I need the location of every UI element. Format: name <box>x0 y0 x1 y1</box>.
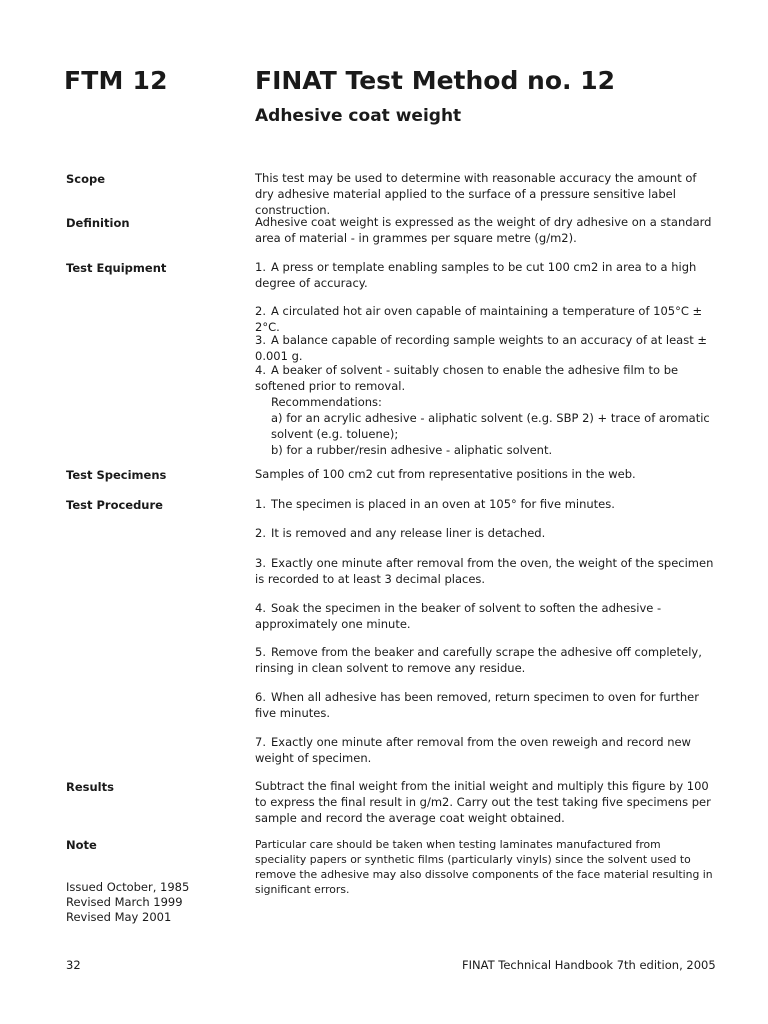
scope-label: Scope <box>66 172 106 186</box>
note-label: Note <box>66 838 97 852</box>
procedure-item: 3. Exactly one minute after removal from the oven, the weight of the specimen is recorded to at least 3 decimal places. <box>255 556 714 586</box>
equipment-item: 2. A circulated hot air oven capable of maintaining a temperature of 105°C ± 2°C. <box>255 304 703 334</box>
procedure-item: 5. Remove from the beaker and carefully scrape the adhesive off completely, rinsing in clean solvent to remove any residue. <box>255 645 702 675</box>
procedure-item: 4. Soak the specimen in the beaker of solvent to soften the adhesive - approximately one minute. <box>255 601 662 631</box>
equipment-item: 4. A beaker of solvent - suitably chosen to enable the adhesive film to be softened prior to removal. Recommendations: a) for an acrylic adhesive - aliphatic solvent (e.g. SBP 2) + trace of aromatic solvent (e.g. toluene); b) for a rubber/resin adhesive - aliphatic solvent. <box>255 362 715 458</box>
scope-text: This test may be used to determine with reasonable accuracy the amount of dry adhesive material applied to the surface of a pressure sensitive label construction. <box>255 171 697 217</box>
procedure-item: 1. The specimen is placed in an oven at 105° for five minutes. <box>255 497 615 511</box>
recommendation-a: a) for an acrylic adhesive - aliphatic solvent (e.g. SBP 2) + trace of aromatic solvent (e.g. toluene); <box>271 411 710 441</box>
procedure-item: 7. Exactly one minute after removal from the oven reweigh and record new weight of specimen. <box>255 735 691 765</box>
issued-date: Issued October, 1985 <box>66 880 190 894</box>
results-text: Subtract the final weight from the initial weight and multiply this figure by 100 to express the final result in g/m2. Carry out the test taking five specimens per sample and record the average coat weight obtained. <box>255 779 711 825</box>
equipment-item: 1. A press or template enabling samples to be cut 100 cm2 in area to a high degree of accuracy. <box>255 260 697 290</box>
footer-title: FINAT Technical Handbook 7th edition, 2005 <box>462 958 716 972</box>
equipment-label: Test Equipment <box>66 261 167 275</box>
recommendations-label: Recommendations: <box>271 395 382 409</box>
equipment-item: 3. A balance capable of recording sample weights to an accuracy of at least ± 0.001 g. <box>255 333 707 363</box>
method-code: FTM 12 <box>64 66 168 95</box>
revised-date: Revised March 1999 <box>66 895 183 909</box>
specimens-label: Test Specimens <box>66 468 167 482</box>
page-number: 32 <box>66 958 81 972</box>
issue-history <box>66 880 189 925</box>
definition-text: Adhesive coat weight is expressed as the weight of dry adhesive on a standard area of material - in grammes per square metre (g/m2). <box>255 215 712 245</box>
procedure-label: Test Procedure <box>66 498 163 512</box>
procedure-item: 6. When all adhesive has been removed, return specimen to oven for further five minutes. <box>255 690 699 720</box>
specimens-text: Samples of 100 cm2 cut from representative positions in the web. <box>255 467 636 481</box>
procedure-item: 2. It is removed and any release liner is detached. <box>255 526 546 540</box>
recommendation-b: b) for a rubber/resin adhesive - aliphatic solvent. <box>271 443 553 457</box>
page-title: FINAT Test Method no. 12 <box>255 66 616 95</box>
note-text: Particular care should be taken when testing laminates manufactured from speciality papers or synthetic films (particularly vinyls) since the solvent used to remove the adhesive may also dissolve components of the face material resulting in significant errors. <box>255 838 713 896</box>
results-label: Results <box>66 780 114 794</box>
page-subtitle: Adhesive coat weight <box>255 106 462 126</box>
revised-date: Revised May 2001 <box>66 910 172 924</box>
definition-label: Definition <box>66 216 130 230</box>
